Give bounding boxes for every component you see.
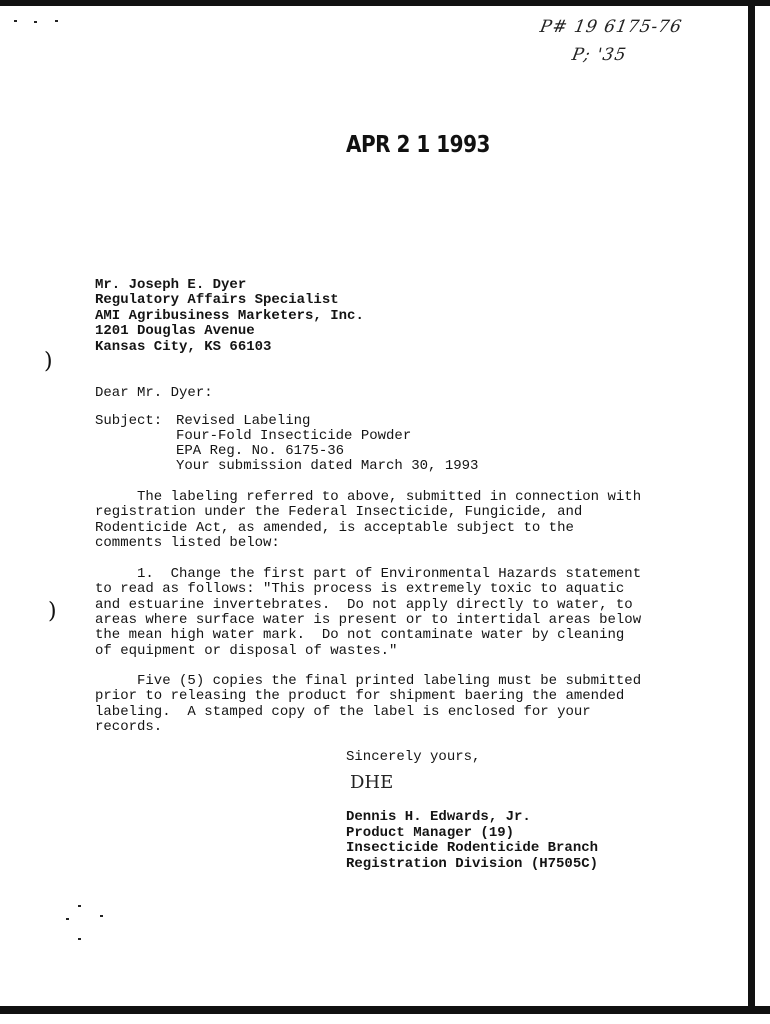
subject-label: Subject: [95, 413, 163, 429]
scan-speck [14, 20, 17, 22]
scan-speck [66, 918, 69, 920]
signer-title: Product Manager (19) [346, 825, 515, 841]
paragraph-line: of equipment or disposal of wastes." [95, 643, 398, 659]
scan-speck [55, 20, 58, 22]
scan-border-top [0, 0, 770, 6]
signer-division: Registration Division (H7505C) [346, 856, 599, 872]
scan-speck [34, 21, 37, 23]
signer-branch: Insecticide Rodenticide Branch [346, 840, 599, 856]
margin-parenthesis-upper: ) [44, 349, 53, 374]
paragraph-line: to read as follows: "This process is extremely toxic to aquatic [95, 581, 625, 597]
paragraph-line: The labeling referred to above, submitted in connection with [95, 489, 642, 505]
paragraph-line: labeling. A stamped copy of the label is enclosed for your [95, 704, 591, 720]
closing: Sincerely yours, [346, 749, 481, 765]
addressee-company: AMI Agribusiness Marketers, Inc. [95, 308, 364, 324]
handwritten-signature: DHE [350, 772, 394, 793]
paragraph-line: the mean high water mark. Do not contaminate water by cleaning [95, 627, 625, 643]
paragraph-line: and estuarine invertebrates. Do not apply directly to water, to [95, 597, 633, 613]
paragraph-line: Five (5) copies the final printed labeling must be submitted [95, 673, 642, 689]
addressee-name: Mr. Joseph E. Dyer [95, 277, 247, 293]
margin-parenthesis-lower: ) [48, 599, 57, 624]
paragraph-line: registration under the Federal Insecticide, Fungicide, and [95, 504, 583, 520]
scan-speck [100, 915, 103, 917]
paragraph-line: prior to releasing the product for shipment baering the amended [95, 688, 625, 704]
handwritten-note-line1: P# 19 6175-76 [538, 17, 684, 37]
subject-line-2: Four-Fold Insecticide Powder [176, 428, 412, 444]
paragraph-line: 1. Change the first part of Environmental Hazards statement [95, 566, 642, 582]
date-stamp: APR 2 1 1993 [346, 130, 490, 158]
salutation: Dear Mr. Dyer: [95, 385, 213, 401]
addressee-street: 1201 Douglas Avenue [95, 323, 255, 339]
paragraph-line: Rodenticide Act, as amended, is acceptable subject to the [95, 520, 574, 536]
paragraph-line: comments listed below: [95, 535, 280, 551]
addressee-city-state-zip: Kansas City, KS 66103 [95, 339, 272, 355]
subject-line-3: EPA Reg. No. 6175-36 [176, 443, 345, 459]
subject-line-1: Revised Labeling [176, 413, 311, 429]
paragraph-line: records. [95, 719, 163, 735]
scan-border-bottom [0, 1006, 770, 1014]
addressee-title: Regulatory Affairs Specialist [95, 292, 339, 308]
scan-speck [78, 905, 81, 907]
signer-name: Dennis H. Edwards, Jr. [346, 809, 531, 825]
scan-speck [78, 938, 81, 940]
handwritten-note-line2: P; '35 [570, 45, 629, 65]
paragraph-line: areas where surface water is present or to intertidal areas below [95, 612, 642, 628]
scan-border-right [748, 0, 755, 1008]
subject-line-4: Your submission dated March 30, 1993 [176, 458, 479, 474]
